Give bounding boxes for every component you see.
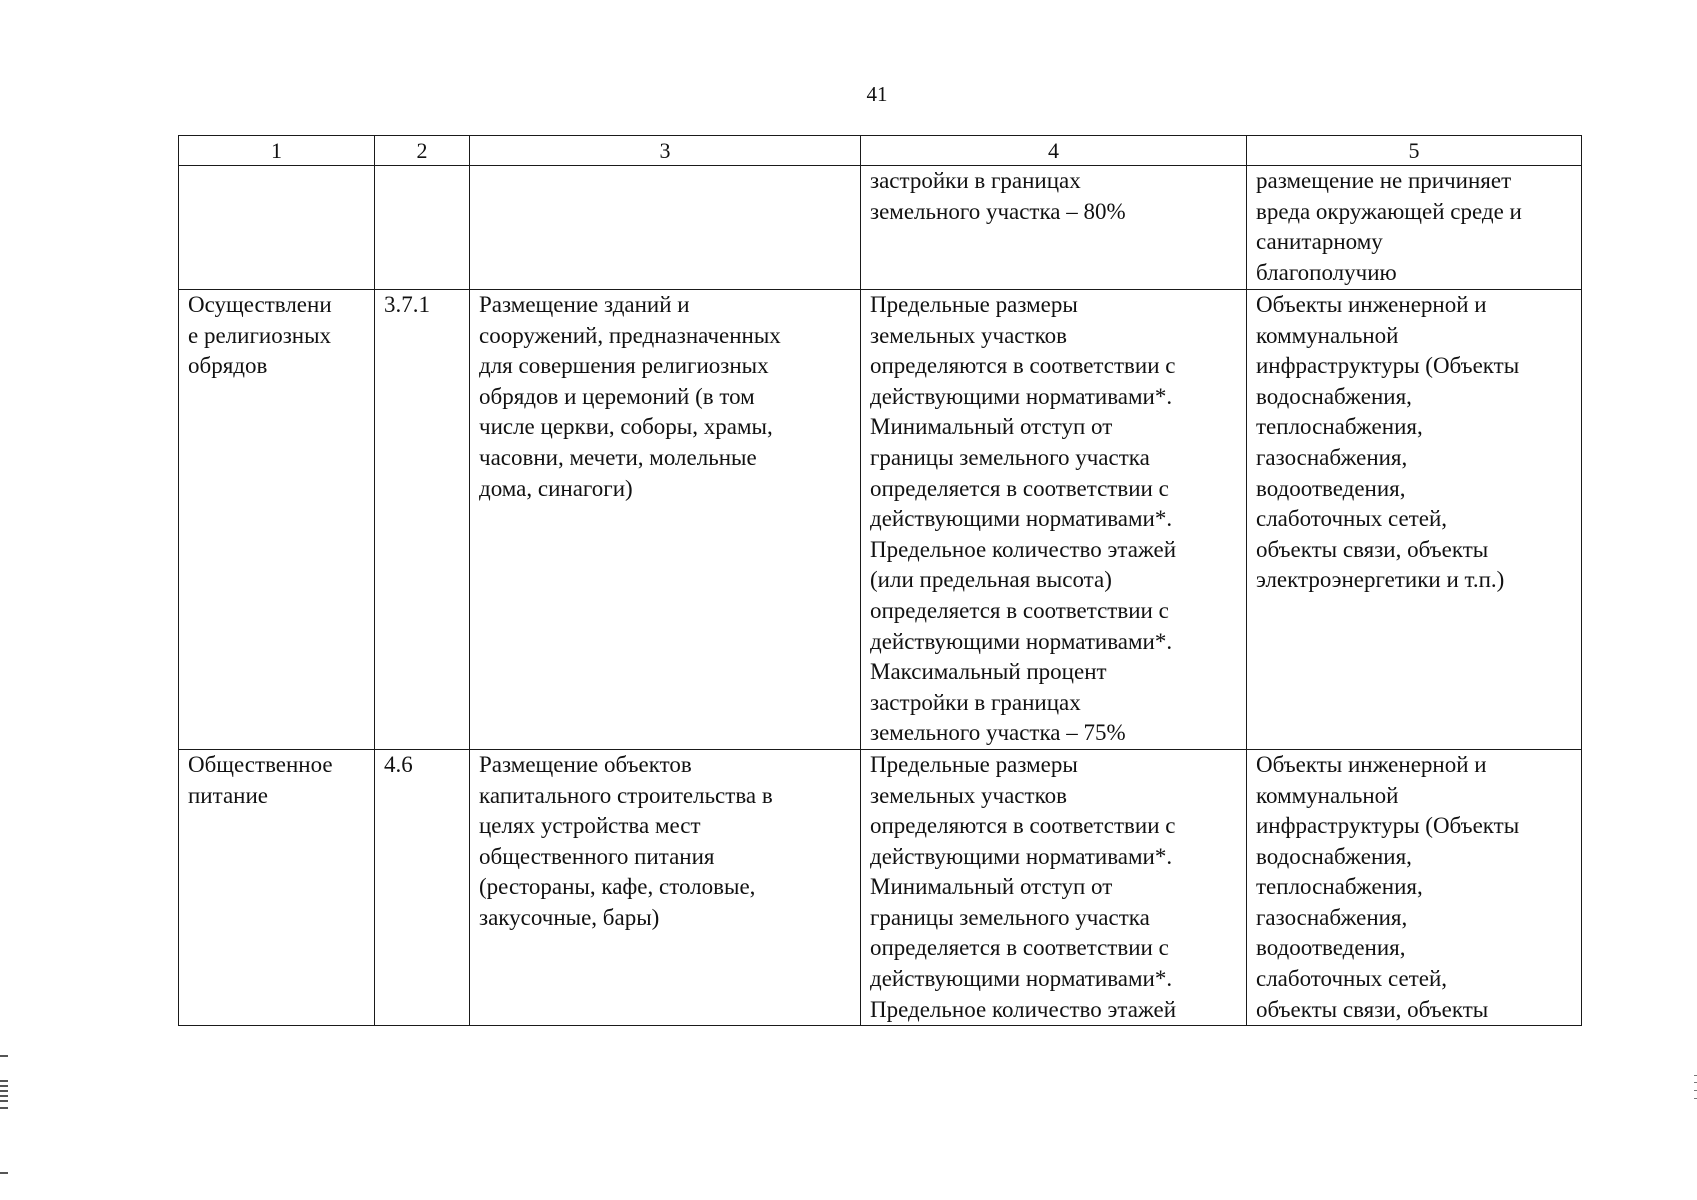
zoning-table: [178, 135, 1582, 1026]
use-type-cell: Осуществлени е религиозных обрядов: [179, 290, 375, 750]
scan-margin-mark: [0, 1085, 8, 1087]
header-cell-5: 5: [1247, 136, 1582, 166]
scan-margin-mark: [0, 1090, 8, 1092]
code-cell: 3.7.1: [375, 290, 470, 750]
header-cell-1: 1: [179, 136, 375, 166]
scan-margin-mark: [0, 1080, 8, 1082]
parameters-cell: Предельные размеры земельных участков определяются в соответствии с действующими нормативами*. Минимальный отступ от границы земельного участка определяется в соответствии с действующими нормативами*. Предельное количество этажей: [861, 749, 1247, 1025]
auxiliary-uses-cell: Объекты инженерной и коммунальной инфраструктуры (Объекты водоснабжения, теплоснабжения, газоснабжения, водоотведения, слаботочных сетей, объекты связи, объекты электроэнергетики и т.п.): [1247, 290, 1582, 750]
scan-margin-mark: [0, 1100, 8, 1102]
table-row: [179, 290, 1582, 750]
use-type-cell: [179, 166, 375, 290]
scan-margin-mark: [0, 1055, 8, 1057]
scan-margin-mark: [0, 1172, 8, 1174]
scan-margin-mark: [0, 1095, 8, 1097]
description-cell: Размещение объектов капитального строительства в целях устройства мест общественного питания (рестораны, кафе, столовые, закусочные, бары): [470, 749, 861, 1025]
table-header-row: [179, 136, 1582, 166]
description-cell: [470, 166, 861, 290]
auxiliary-uses-cell: размещение не причиняет вреда окружающей среде и санитарному благополучию: [1247, 166, 1582, 290]
header-cell-4: 4: [861, 136, 1247, 166]
parameters-cell: Предельные размеры земельных участков определяются в соответствии с действующими нормативами*. Минимальный отступ от границы земельного участка определяется в соответствии с действующими нормативами*. Предельное количество этажей (или предельная высота) определяется в соответствии с действующими нормативами*. Максимальный процент застройки в границах земельного участка – 75%: [861, 290, 1247, 750]
code-cell: 4.6: [375, 749, 470, 1025]
auxiliary-uses-cell: Объекты инженерной и коммунальной инфраструктуры (Объекты водоснабжения, теплоснабжения, газоснабжения, водоотведения, слаботочных сетей, объекты связи, объекты: [1247, 749, 1582, 1025]
parameters-cell: застройки в границах земельного участка – 80%: [861, 166, 1247, 290]
code-cell: [375, 166, 470, 290]
table-row: [179, 166, 1582, 290]
header-cell-3: 3: [470, 136, 861, 166]
table-row: [179, 749, 1582, 1025]
page-number: 41: [866, 82, 888, 106]
description-cell: Размещение зданий и сооружений, предназначенных для совершения религиозных обрядов и церемоний (в том числе церкви, соборы, храмы, часовни, мечети, молельные дома, синагоги): [470, 290, 861, 750]
header-cell-2: 2: [375, 136, 470, 166]
scan-margin-mark: [0, 1107, 8, 1109]
use-type-cell: Общественное питание: [179, 749, 375, 1025]
